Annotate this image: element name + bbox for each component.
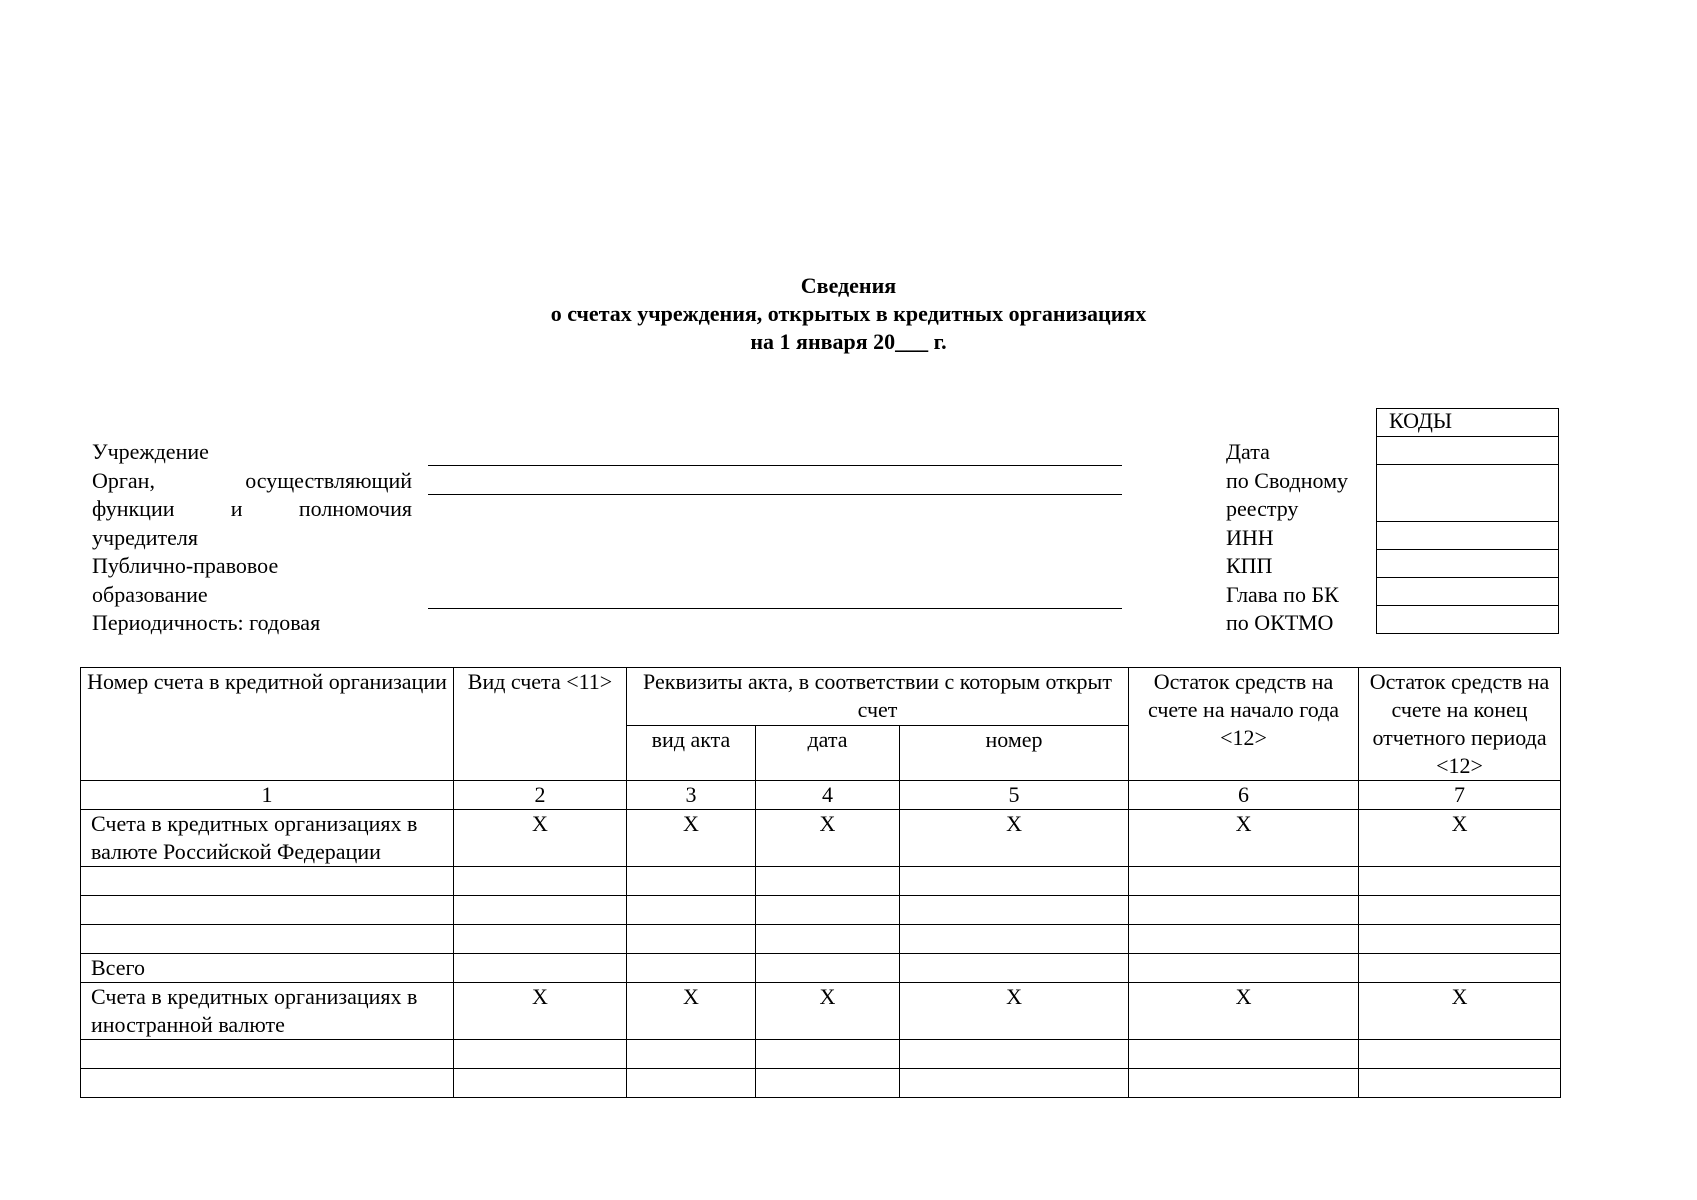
column-number: 2 (454, 781, 627, 810)
x-mark: X (1359, 810, 1561, 867)
label-founder-line-3: учредителя (92, 524, 198, 550)
label-founder-word: функции (92, 496, 175, 521)
header-act-date: дата (756, 726, 900, 781)
table-cell[interactable] (454, 896, 627, 925)
table-row (81, 1069, 1561, 1098)
table-cell[interactable] (1359, 1069, 1561, 1098)
label-founder-word: Орган, (92, 467, 155, 493)
table-cell[interactable] (627, 954, 756, 983)
x-mark: X (627, 983, 756, 1040)
codes-box (1376, 408, 1559, 634)
table-cell[interactable] (454, 925, 627, 954)
table-cell[interactable] (81, 1040, 454, 1069)
x-mark: X (454, 983, 627, 1040)
table-cell[interactable] (900, 1040, 1129, 1069)
label-founder-line-2 (92, 495, 412, 524)
table-cell[interactable] (454, 1069, 627, 1098)
title-line-3: на 1 января 20___ г. (750, 329, 947, 354)
header-account-type: Вид счета <11> (454, 668, 627, 781)
x-mark: X (1129, 810, 1359, 867)
code-oktmo-cell[interactable] (1377, 606, 1559, 634)
x-mark: X (756, 983, 900, 1040)
column-number: 3 (627, 781, 756, 810)
label-oktmo: по ОКТМО (1226, 610, 1334, 635)
section-fx-row (81, 983, 1561, 1040)
x-mark: X (900, 810, 1129, 867)
public-entity-fill-line[interactable] (428, 608, 1122, 609)
institution-fill-line[interactable] (428, 465, 1122, 466)
table-cell[interactable] (1129, 925, 1359, 954)
code-chapter-cell[interactable] (1377, 578, 1559, 606)
column-number: 5 (900, 781, 1129, 810)
table-cell[interactable] (627, 1069, 756, 1098)
table-cell[interactable] (756, 1040, 900, 1069)
code-date-cell[interactable] (1377, 437, 1559, 465)
header-balance-end: Остаток средств на счете на конец отчетного периода <12> (1359, 668, 1561, 781)
table-cell[interactable] (900, 925, 1129, 954)
table-cell[interactable] (81, 1069, 454, 1098)
label-public-entity-1: Публично-правовое (92, 553, 279, 578)
table-cell[interactable] (627, 867, 756, 896)
title-line-1: Сведения (800, 273, 897, 298)
table-cell[interactable] (1359, 925, 1561, 954)
table-row (81, 925, 1561, 954)
label-public-entity-2: образование (92, 581, 208, 607)
table-cell[interactable] (627, 896, 756, 925)
accounts-table (80, 667, 1561, 1098)
table-cell[interactable] (756, 867, 900, 896)
table-row (81, 867, 1561, 896)
table-cell[interactable] (1129, 1069, 1359, 1098)
label-date: Дата (1226, 439, 1270, 464)
label-periodicity: Периодичность: годовая (92, 610, 321, 635)
table-cell[interactable] (900, 1069, 1129, 1098)
table-cell[interactable] (627, 925, 756, 954)
table-cell[interactable] (1129, 867, 1359, 896)
table-cell[interactable] (454, 867, 627, 896)
table-cell[interactable] (756, 1069, 900, 1098)
section-rub-row (81, 810, 1561, 867)
x-mark: X (1359, 983, 1561, 1040)
table-row (81, 896, 1561, 925)
total-label: Всего (81, 954, 454, 983)
x-mark: X (627, 810, 756, 867)
table-cell[interactable] (627, 1040, 756, 1069)
table-cell[interactable] (454, 954, 627, 983)
label-founder-word: осуществляющий (245, 467, 412, 493)
label-chapter: Глава по БК (1226, 581, 1339, 607)
table-row (81, 1040, 1561, 1069)
label-inn: ИНН (1226, 524, 1274, 550)
header-left-labels (92, 438, 412, 638)
label-founder-word: и (230, 496, 243, 521)
table-cell[interactable] (1359, 867, 1561, 896)
table-cell[interactable] (1359, 954, 1561, 983)
header-act-details: Реквизиты акта, в соответствии с которым открыт счет (627, 668, 1129, 726)
label-registry-2: реестру (1226, 496, 1299, 521)
label-institution: Учреждение (92, 439, 209, 464)
table-cell[interactable] (1129, 1040, 1359, 1069)
section-fx-label: Счета в кредитных организациях в иностранной валюте (81, 983, 454, 1040)
x-mark: X (900, 983, 1129, 1040)
table-cell[interactable] (900, 867, 1129, 896)
table-cell[interactable] (900, 954, 1129, 983)
title-line-2: о счетах учреждения, открытых в кредитных организациях (550, 301, 1147, 326)
header-right-labels (1226, 438, 1348, 638)
x-mark: X (454, 810, 627, 867)
table-cell[interactable] (900, 896, 1129, 925)
table-cell[interactable] (756, 896, 900, 925)
label-registry-1: по Сводному (1226, 467, 1349, 493)
header-balance-start: Остаток средств на счете на начало года <12> (1129, 668, 1359, 781)
table-cell[interactable] (756, 925, 900, 954)
column-number: 6 (1129, 781, 1359, 810)
section-rub-label: Счета в кредитных организациях в валюте Российской Федерации (81, 810, 454, 867)
table-cell[interactable] (1359, 896, 1561, 925)
table-cell[interactable] (81, 867, 454, 896)
table-cell[interactable] (81, 925, 454, 954)
label-founder-word: полномочия (298, 496, 412, 521)
header-account-number: Номер счета в кредитной организации (81, 668, 454, 781)
document-title (0, 272, 1697, 356)
table-cell[interactable] (1129, 954, 1359, 983)
column-numbers-row (81, 781, 1561, 810)
x-mark: X (756, 810, 900, 867)
label-kpp: КПП (1226, 553, 1273, 578)
total-row (81, 954, 1561, 983)
column-number: 4 (756, 781, 900, 810)
header-act-number: номер (900, 726, 1129, 781)
table-cell[interactable] (454, 1040, 627, 1069)
table-cell[interactable] (81, 896, 454, 925)
code-kpp-cell[interactable] (1377, 550, 1559, 578)
table-cell[interactable] (1129, 896, 1359, 925)
founder-fill-line[interactable] (428, 494, 1122, 495)
table-cell[interactable] (1359, 1040, 1561, 1069)
codes-heading: КОДЫ (1377, 409, 1559, 437)
table-cell[interactable] (756, 954, 900, 983)
header-act-type: вид акта (627, 726, 756, 781)
x-mark: X (1129, 983, 1359, 1040)
label-founder-line-1 (92, 467, 412, 496)
code-registry-cell[interactable] (1377, 465, 1559, 522)
column-number: 7 (1359, 781, 1561, 810)
column-number: 1 (81, 781, 454, 810)
code-inn-cell[interactable] (1377, 522, 1559, 550)
